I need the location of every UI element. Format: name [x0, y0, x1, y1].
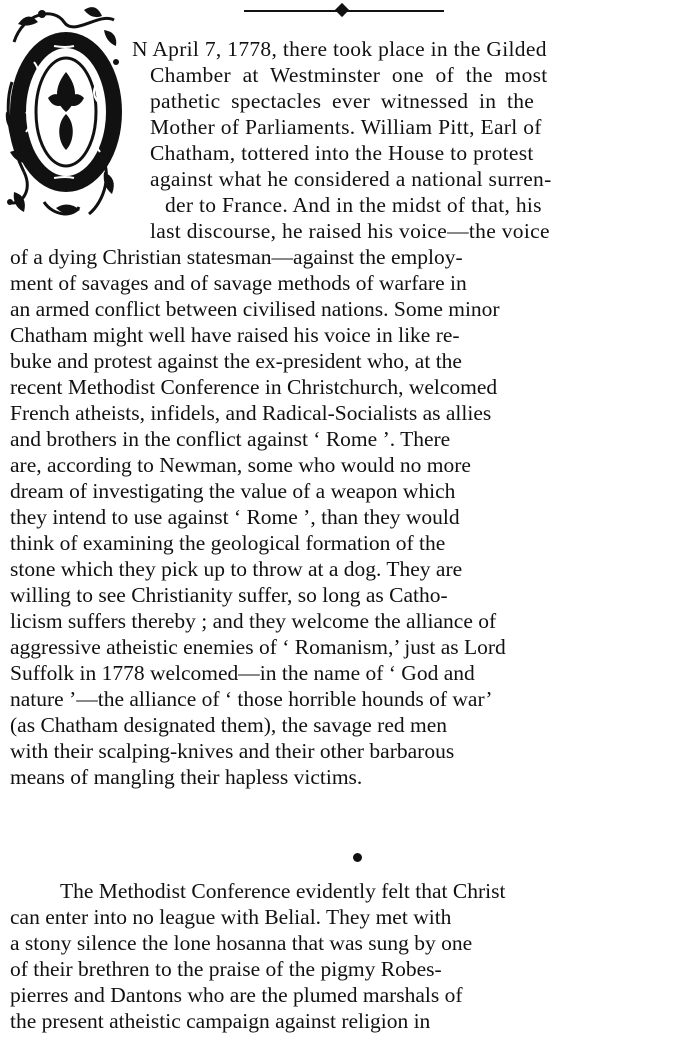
- text-line: French atheists, infidels, and Radical-Socialists as allies: [10, 401, 492, 425]
- text-line: recent Methodist Conference in Christchurch, welcomed: [10, 375, 498, 399]
- text-line: (as Chatham designated them), the savage red men: [10, 713, 448, 737]
- text-line: stone which they pick up to throw at a dog. They are: [10, 557, 463, 581]
- text-line: aggressive atheistic enemies of ‘ Romanism,’ just as Lord: [10, 635, 506, 659]
- text-line: and brothers in the conflict against ‘ Rome ’. There: [10, 427, 451, 451]
- text-line: an armed conflict between civilised nations. Some minor: [10, 297, 500, 321]
- text-line: they intend to use against ‘ Rome ’, than they would: [10, 505, 460, 529]
- section-bullet: [353, 853, 362, 862]
- text-line: nature ’—the alliance of ‘ those horrible hounds of war’: [10, 687, 493, 711]
- text-line: dream of investigating the value of a weapon which: [10, 479, 456, 503]
- text-line: Chamber at Westminster one of the most: [150, 63, 548, 87]
- text-line: against what he considered a national surren-: [150, 167, 552, 191]
- text-line: der to France. And in the midst of that, his: [165, 193, 542, 217]
- text-line: think of examining the geological formation of the: [10, 531, 446, 555]
- text-line: Chatham might well have raised his voice in like re-: [10, 323, 460, 347]
- text-line: last discourse, he raised his voice—the voice: [150, 219, 550, 243]
- text-line: means of mangling their hapless victims.: [10, 765, 363, 789]
- text-line: Mother of Parliaments. William Pitt, Earl of: [150, 115, 542, 139]
- ornamental-dropcap-o: [4, 2, 126, 222]
- text-line: buke and protest against the ex-president who, at the: [10, 349, 462, 373]
- text-line: licism suffers thereby ; and they welcome the alliance of: [10, 609, 497, 633]
- text-line: of a dying Christian statesman—against the employ-: [10, 245, 463, 269]
- text-line: are, according to Newman, some who would no more: [10, 453, 471, 477]
- text-line: Chatham, tottered into the House to protest: [150, 141, 534, 165]
- rule-diamond-ornament: [335, 3, 349, 17]
- text-line: willing to see Christianity suffer, so long as Catho-: [10, 583, 448, 607]
- text-line: pathetic spectacles ever witnessed in the: [150, 89, 535, 113]
- text-line: pierres and Dantons who are the plumed marshals of: [10, 983, 463, 1007]
- text-line: the present atheistic campaign against religion in: [10, 1009, 431, 1033]
- text-line: with their scalping-knives and their other barbarous: [10, 739, 455, 763]
- text-line: N April 7, 1778, there took place in the Gilded: [132, 37, 547, 61]
- text-line: can enter into no league with Belial. They met with: [10, 905, 452, 929]
- text-line: The Methodist Conference evidently felt that Christ: [60, 879, 506, 903]
- text-line: of their brethren to the praise of the pigmy Robes-: [10, 957, 442, 981]
- text-line: ment of savages and of savage methods of warfare in: [10, 271, 467, 295]
- text-line: a stony silence the lone hosanna that was sung by one: [10, 931, 473, 955]
- text-line: Suffolk in 1778 welcomed—in the name of ‘ God and: [10, 661, 475, 685]
